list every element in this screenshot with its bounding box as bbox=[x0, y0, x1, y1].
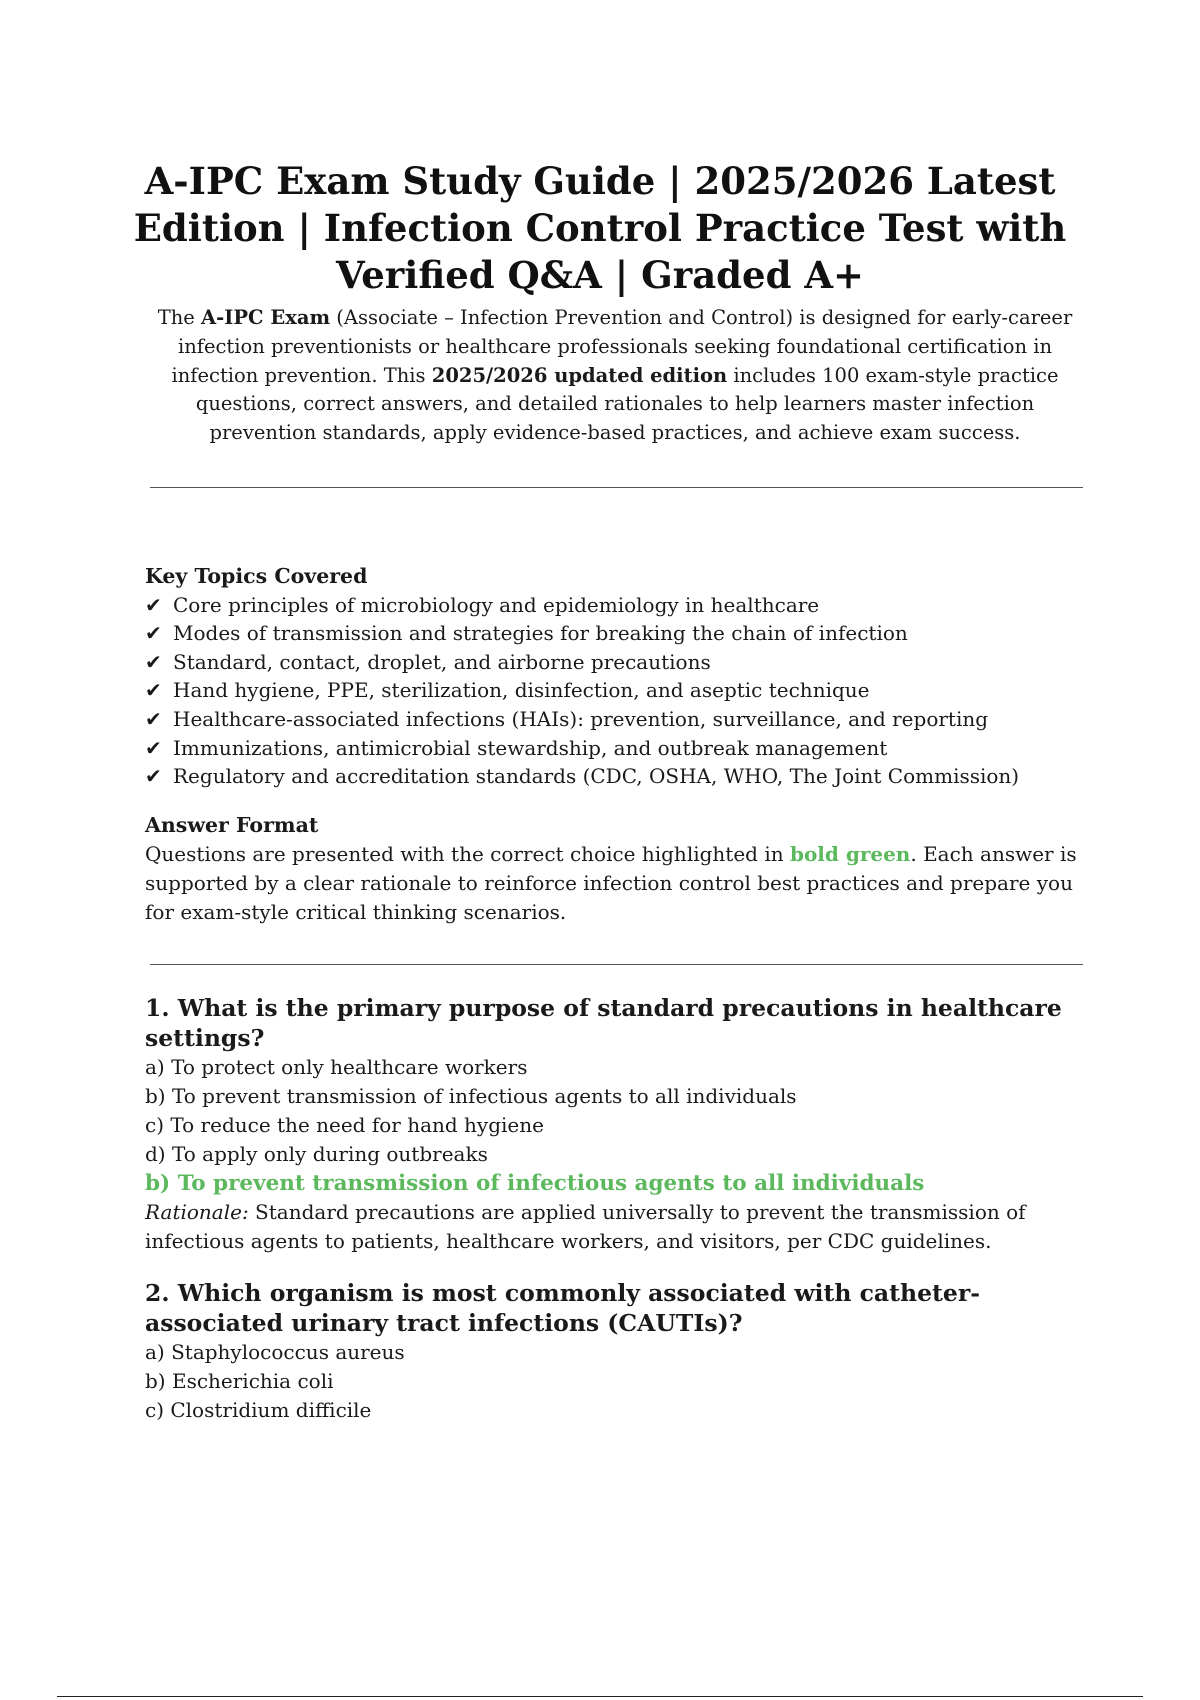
intro-text-3: includes 100 exam-style practice questions, correct answers, and detailed rationales to help learners master infection prevention standards, apply evidence-based practices, and achieve exam success. bbox=[195, 363, 1059, 445]
check-icon: ✔ bbox=[145, 735, 162, 760]
document-title: A-IPC Exam Study Guide | 2025/2026 Latest Edition | Infection Control Practice Test with Verified Q&A | Graded A+ bbox=[133, 159, 1067, 297]
intro-edition: 2025/2026 updated edition bbox=[431, 363, 728, 387]
question-option: d) To apply only during outbreaks bbox=[145, 1142, 488, 1166]
topic-text: Standard, contact, droplet, and airborne precautions bbox=[173, 649, 711, 674]
rationale-text: Standard precautions are applied universally to prevent the transmission of infectious agents to patients, healthcare workers, and visitors, per CDC guidelines. bbox=[145, 1200, 1026, 1253]
key-topics-heading: Key Topics Covered bbox=[145, 564, 368, 588]
intro-paragraph bbox=[145, 304, 1085, 448]
divider-top bbox=[150, 487, 1083, 488]
answer-format-highlight: bold green bbox=[789, 841, 911, 866]
topic-item bbox=[145, 734, 1085, 763]
question-option: c) To reduce the need for hand hygiene bbox=[145, 1113, 544, 1137]
question-1 bbox=[145, 993, 1085, 1256]
intro-text-2: (Associate – Infection Prevention and Control) is designed for early-career infection preventionists or healthcare professionals seeking foundational certification in infection prevention. This bbox=[171, 306, 1073, 387]
check-icon: ✔ bbox=[145, 621, 162, 646]
check-icon: ✔ bbox=[145, 592, 162, 617]
question-2 bbox=[145, 1278, 1085, 1425]
check-icon: ✔ bbox=[145, 678, 162, 703]
question-option: a) Staphylococcus aureus bbox=[145, 1340, 405, 1364]
check-icon: ✔ bbox=[145, 649, 162, 674]
topic-text: Core principles of microbiology and epidemiology in healthcare bbox=[173, 592, 820, 617]
topic-text: Immunizations, antimicrobial stewardship, and outbreak management bbox=[173, 735, 888, 760]
page-bottom-rule bbox=[57, 1696, 1143, 1697]
topic-item bbox=[145, 619, 1085, 648]
question-title: 2. Which organism is most commonly associated with catheter-associated urinary tract infections (CAUTIs)? bbox=[145, 1279, 980, 1337]
topic-item bbox=[145, 762, 1085, 791]
check-icon: ✔ bbox=[145, 706, 162, 731]
check-icon: ✔ bbox=[145, 764, 162, 789]
topic-text: Regulatory and accreditation standards (CDC, OSHA, WHO, The Joint Commission) bbox=[173, 764, 1020, 789]
answer-format-heading: Answer Format bbox=[145, 813, 319, 837]
topic-item bbox=[145, 591, 1085, 620]
intro-text-1: The bbox=[157, 306, 202, 329]
key-topics-section bbox=[145, 562, 1085, 791]
topic-text: Hand hygiene, PPE, sterilization, disinfection, and aseptic technique bbox=[173, 678, 870, 703]
question-option: b) To prevent transmission of infectious agents to all individuals bbox=[145, 1084, 797, 1108]
question-option: b) Escherichia coli bbox=[145, 1369, 334, 1393]
question-title: 1. What is the primary purpose of standard precautions in healthcare settings? bbox=[145, 994, 1062, 1052]
question-option: a) To protect only healthcare workers bbox=[145, 1055, 528, 1079]
topic-text: Modes of transmission and strategies for breaking the chain of infection bbox=[173, 621, 908, 646]
topic-text: Healthcare-associated infections (HAIs): prevention, surveillance, and reporting bbox=[173, 706, 989, 731]
correct-answer: b) To prevent transmission of infectious agents to all individuals bbox=[145, 1171, 925, 1196]
answer-format-text-1: Questions are presented with the correct choice highlighted in bbox=[145, 841, 790, 866]
topic-item bbox=[145, 648, 1085, 677]
question-option: c) Clostridium difficile bbox=[145, 1398, 372, 1422]
topic-item bbox=[145, 705, 1085, 734]
rationale-label: Rationale: bbox=[145, 1200, 249, 1224]
intro-exam-name: A-IPC Exam bbox=[201, 306, 331, 329]
answer-format-section bbox=[145, 811, 1085, 927]
rationale bbox=[145, 1198, 1085, 1256]
answer-format-text bbox=[145, 840, 1085, 927]
divider-middle bbox=[150, 964, 1083, 965]
answer-format-text-2: . Each answer is supported by a clear rationale to reinforce infection control best practices and prepare you for exam-style critical thinking scenarios. bbox=[145, 841, 1077, 924]
topic-item bbox=[145, 676, 1085, 705]
